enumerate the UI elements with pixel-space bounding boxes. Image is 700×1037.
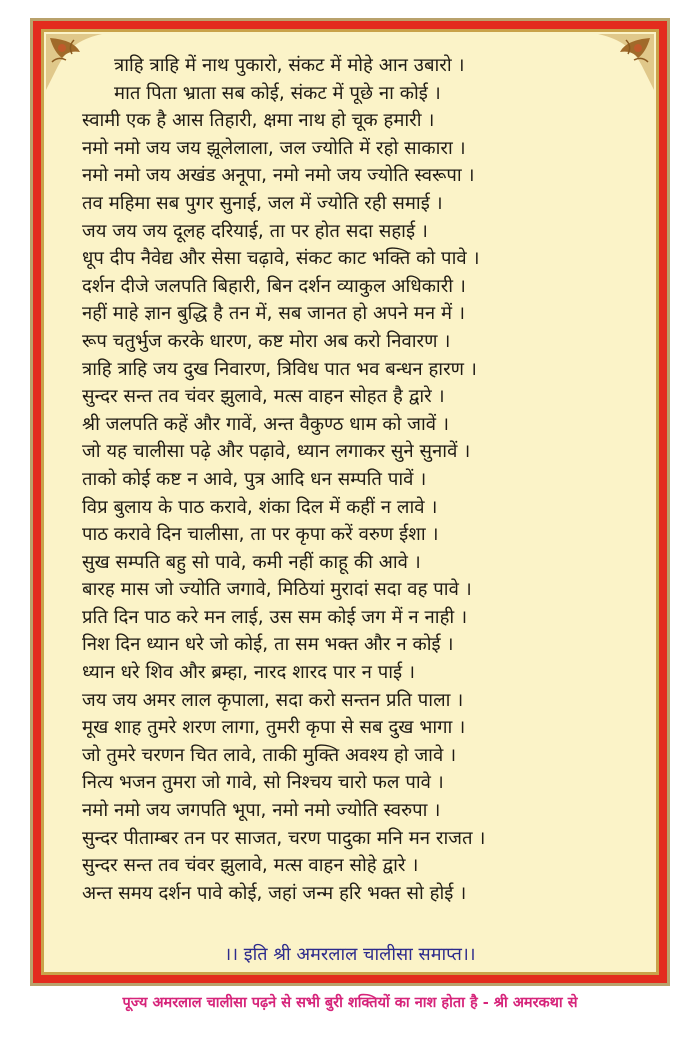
verse-line: जय जय जय दूलह दरियाई, ता पर होत सदा सहाई । [82,220,428,242]
verse-line: नमो नमो जय जय झूलेलाला, जल ज्योति में रहो साकारा । [82,137,466,159]
tagline: पूज्य अमरलाल चालीसा पढ़ने से सभी बुरी शक्तियों का नाश होता है - श्री अमरकथा से [122,995,578,1011]
verse-line: अन्त समय दर्शन पावे कोई, जहां जन्म हरि भक्त सो होई । [82,882,467,904]
outer-frame [30,18,670,986]
verse-line: बारह मास जो ज्योति जगावे, मिठियां मुरादां सदा वह पावे । [82,579,472,601]
verse-line: सुन्दर सन्त तव चंवर झुलावे, मत्स वाहन सोहत है द्वारे । [82,386,445,408]
gold-border [41,29,659,975]
verse-line: नमो नमो जय जगपति भूपा, नमो नमो ज्योति स्वरुपा । [82,800,441,822]
verse-line: मूख शाह तुमरे शरण लागा, तुमरी कृपा से सब दुख भागा । [82,717,466,739]
verse-line: धूप दीप नैवेद्य और सेसा चढ़ावे, संकट काट भक्ति को पावे । [82,248,480,270]
verse-line: सुन्दर पीताम्बर तन पर साजत, चरण पादुका मनि मन राजत । [82,827,486,849]
chalisa-end-title: ।। इति श्री अमरलाल चालीसा समाप्त।। [224,944,476,965]
verse-line: सुख सम्पति बहु सो पावे, कमी नहीं काहू की आवे । [82,551,421,573]
verse-line: ताको कोई कष्ट न आवे, पुत्र आदि धन सम्पति पावें । [82,468,427,490]
verse-line: तव महिमा सब पुगर सुनाई, जल में ज्योति रही समाई । [82,192,443,214]
verse-line: जय जय अमर लाल कृपाला, सदा करो सन्तन प्रति पाला । [82,689,464,711]
chalisa-panel [44,32,656,972]
verse-line: नमो नमो जय अखंड अनूपा, नमो नमो जय ज्योति स्वरूपा । [82,165,475,187]
verse-line: स्वामी एक है आस तिहारी, क्षमा नाथ हो चूक हमारी । [82,110,435,132]
verse-line: रूप चतुर्भुज करके धारण, कष्ट मोरा अब करो निवारण । [82,330,451,352]
verse-line: जो तुमरे चरणन चित लावे, ताकी मुक्ति अवश्य हो जावे । [82,744,457,766]
red-border [33,21,667,983]
verse-line: नहीं माहे ज्ञान बुद्धि है तन में, सब जानत हो अपने मन में । [82,303,465,325]
verse-line: सुन्दर सन्त तव चंवर झुलावे, मत्स वाहन सोहे द्वारे । [82,855,419,877]
verse-line: निश दिन ध्यान धरे जो कोई, ता सम भक्त और न कोई । [82,634,454,656]
verse-line: श्री जलपति कहें और गावें, अन्त वैकुण्ठ धाम को जावें । [82,413,449,435]
verse-line: दर्शन दीजे जलपति बिहारी, बिन दर्शन व्याकुल अधिकारी । [82,275,466,297]
verse-line: त्राहि त्राहि जय दुख निवारण, त्रिविध पात भव बन्धन हारण । [82,358,477,380]
verse-line: नित्य भजन तुमरा जो गावे, सो निश्चय चारो फल पावे । [82,772,444,794]
verse-line: मात पिता भ्राता सब कोई, संकट में पूछे ना कोई । [114,82,441,104]
verse-line: त्राहि त्राहि में नाथ पुकारो, संकट में मोहे आन उबारो । [114,55,465,76]
verse-list [44,52,656,907]
verse-line: विप्र बुलाय के पाठ करावे, शंका दिल में कहीं न लावे । [82,496,438,518]
verse-line: ध्यान धरे शिव और ब्रम्हा, नारद शारद पार न पाई । [82,662,416,684]
verse-line: पाठ करावे दिन चालीसा, ता पर कृपा करें वरुण ईशा । [82,524,439,546]
verse-line: प्रति दिन पाठ करे मन लाई, उस सम कोई जग में न नाही । [82,606,468,628]
verse-line: जो यह चालीसा पढ़े और पढ़ावे, ध्यान लगाकर सुने सुनावें । [82,441,471,463]
